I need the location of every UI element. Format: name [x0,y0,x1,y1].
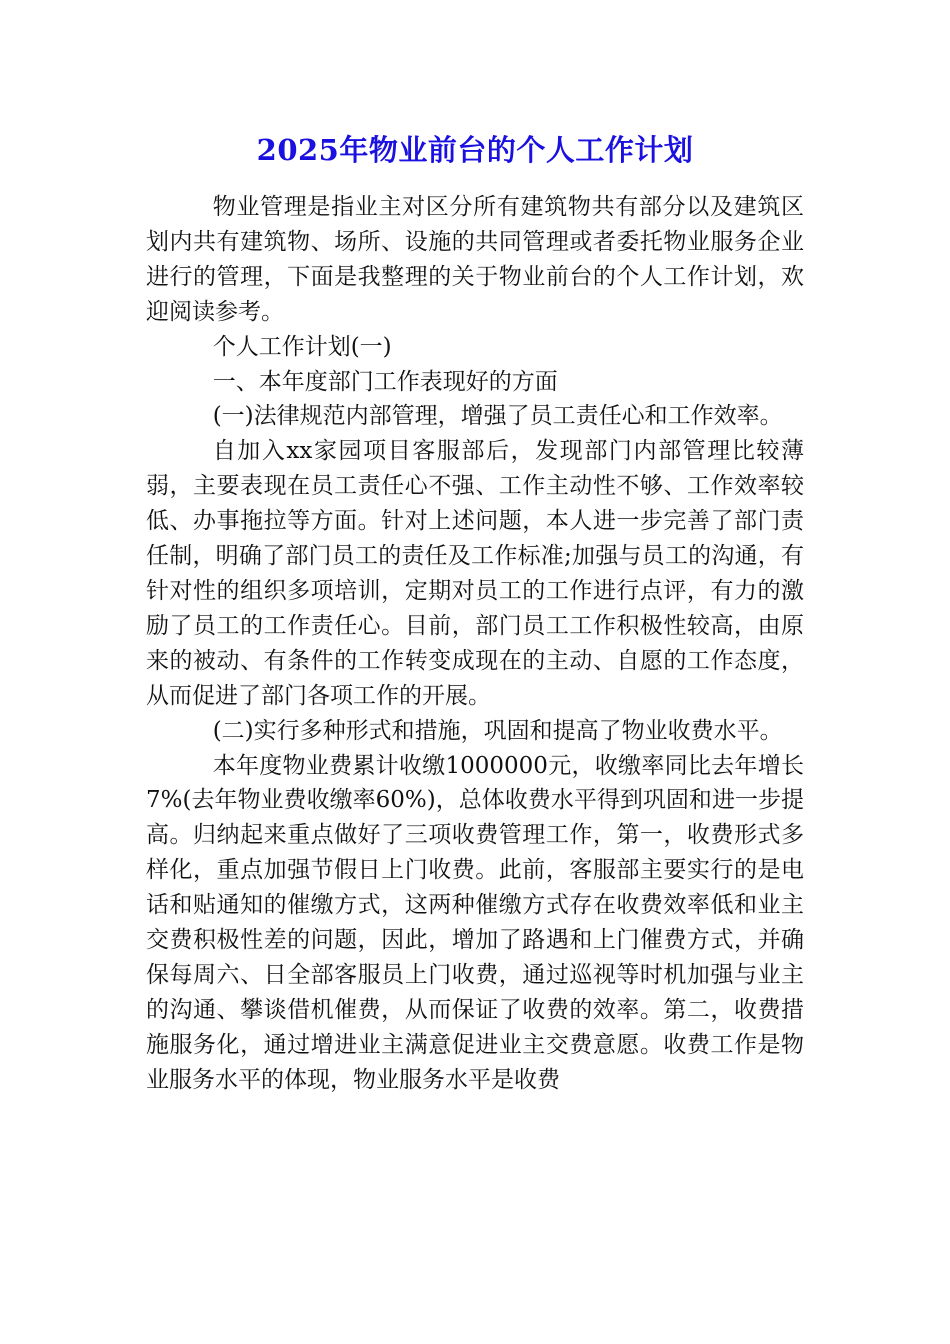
paragraph-internal-management: 自加入xx家园项目客服部后，发现部门内部管理比较薄弱，主要表现在员工责任心不强、工作主动性不够、工作效率较低、办事拖拉等方面。针对上述问题，本人进一步完善了部门责任制，明确了部门员工的责任及工作标准;加强与员工的沟通，有针对性的组织多项培训，定期对员工的工作进行点评，有力的激励了员工的工作责任心。目前，部门员工工作积极性较高，由原来的被动、有条件的工作转变成现在的主动、自愿的工作态度，从而促进了部门各项工作的开展。 [146,438,804,709]
paragraph-fee-collection: 本年度物业费累计收缴1000000元，收缴率同比去年增长7%(去年物业费收缴率60%)，总体收费水平得到巩固和进一步提高。归纳起来重点做好了三项收费管理工作，第一，收费形式多样化，重点加强节假日上门收费。此前，客服部主要实行的是电话和贴通知的催缴方式，这两种催缴方式存在收费效率低和业主交费积极性差的问题，因此，增加了路遇和上门催费方式，并确保每周六、日全部客服员上门收费，通过巡视等时机加强与业主的沟通、攀谈借机催费，从而保证了收费的效率。第二，收费措施服务化，通过增进业主满意促进业主交费意愿。收费工作是物业服务水平的体现，物业服务水平是收费 [146,752,804,1093]
section-heading-good-aspects: 一、本年度部门工作表现好的方面 [212,368,558,395]
document-body [146,190,804,1098]
subheading-internal-management: (一)法律规范内部管理，增强了员工责任心和工作效率。 [212,403,783,430]
subheading-fee-collection: (二)实行多种形式和措施，巩固和提高了物业收费水平。 [212,717,783,744]
section-heading-plan-1: 个人工作计划(一) [212,333,392,360]
paragraph-intro: 物业管理是指业主对区分所有建筑物共有部分以及建筑区划内共有建筑物、场所、设施的共同管理或者委托物业服务企业进行的管理，下面是我整理的关于物业前台的个人工作计划，欢迎阅读参考。 [146,194,804,325]
document-title: 2025年物业前台的个人工作计划 [256,133,694,167]
